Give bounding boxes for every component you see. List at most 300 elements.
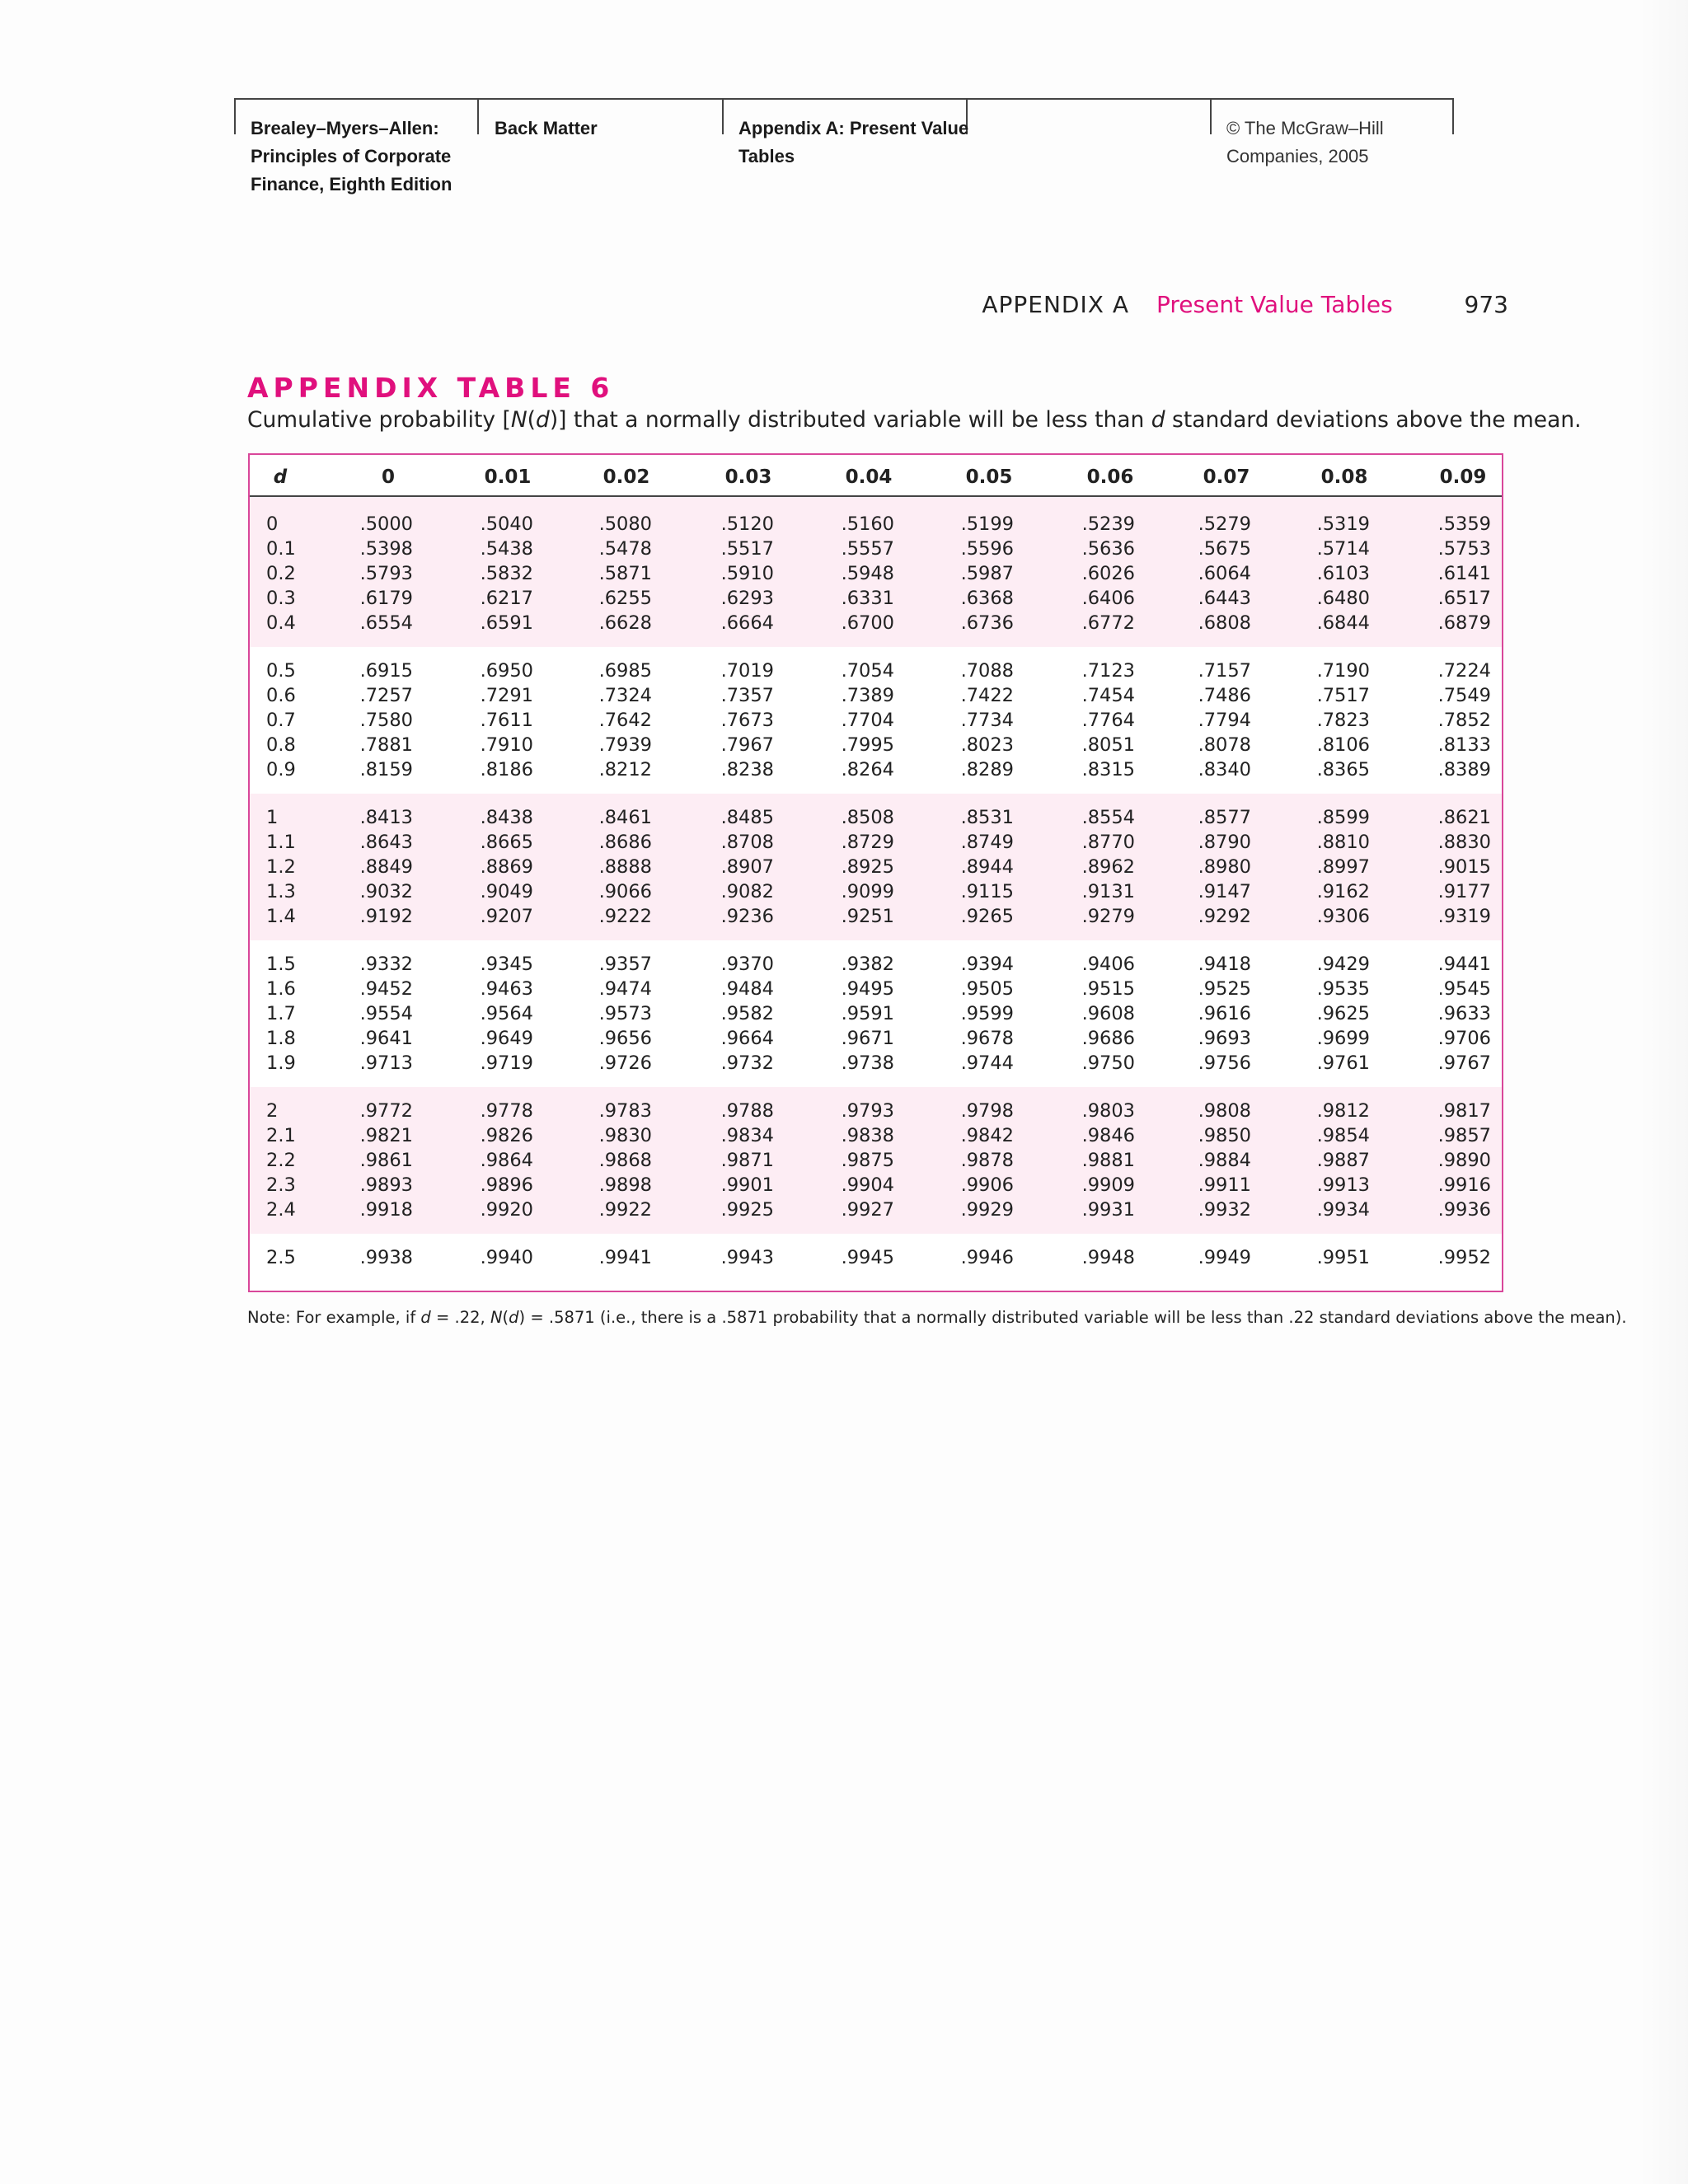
probability-cell: .9941 — [598, 1247, 652, 1268]
probability-cell: .7517 — [1316, 685, 1370, 706]
probability-cell: .9177 — [1437, 881, 1491, 902]
probability-cell: .9192 — [359, 906, 413, 927]
table-row-group — [250, 497, 1502, 647]
probability-cell: .9756 — [1198, 1052, 1251, 1074]
row-d-value: 1.1 — [266, 832, 296, 853]
probability-cell: .9898 — [598, 1174, 652, 1196]
table-row — [250, 1123, 1502, 1148]
header-divider — [234, 100, 236, 134]
probability-cell: .9952 — [1437, 1247, 1491, 1268]
probability-cell: .5832 — [480, 563, 533, 584]
probability-cell: .7967 — [720, 734, 774, 756]
column-header: 0 — [381, 466, 395, 488]
probability-cell: .8340 — [1198, 759, 1251, 780]
column-header: 0.03 — [724, 466, 772, 488]
table-title: APPENDIX TABLE 6 — [247, 372, 615, 404]
probability-cell: .6554 — [359, 612, 413, 634]
appendix-label: APPENDIX A — [982, 291, 1129, 318]
probability-cell: .6915 — [359, 660, 413, 682]
probability-cell: .9474 — [598, 978, 652, 1000]
probability-cell: .9319 — [1437, 906, 1491, 927]
probability-cell: .9783 — [598, 1100, 652, 1122]
probability-cell: .7642 — [598, 710, 652, 731]
probability-cell: .9406 — [1081, 954, 1135, 975]
probability-cell: .9793 — [841, 1100, 894, 1122]
table-row — [250, 611, 1502, 635]
probability-cell: .9147 — [1198, 881, 1251, 902]
probability-cell: .9864 — [480, 1150, 533, 1171]
probability-cell: .9664 — [720, 1028, 774, 1049]
probability-cell: .9842 — [960, 1125, 1014, 1146]
probability-cell: .8944 — [960, 856, 1014, 878]
probability-cell: .9649 — [480, 1028, 533, 1049]
probability-cell: .8264 — [841, 759, 894, 780]
probability-cell: .9940 — [480, 1247, 533, 1268]
probability-cell: .6879 — [1437, 612, 1491, 634]
probability-cell: .9838 — [841, 1125, 894, 1146]
probability-cell: .9713 — [359, 1052, 413, 1074]
probability-cell: .9938 — [359, 1247, 413, 1268]
table-row — [250, 879, 1502, 904]
header-line: Finance, Eighth Edition — [251, 174, 452, 194]
probability-cell: .5714 — [1316, 538, 1370, 560]
probability-cell: .6103 — [1316, 563, 1370, 584]
probability-cell: .9812 — [1316, 1100, 1370, 1122]
header-copyright — [1226, 115, 1384, 171]
table-row — [250, 830, 1502, 855]
row-d-value: 0.7 — [266, 710, 296, 731]
row-d-value: 1.7 — [266, 1003, 296, 1024]
row-d-value: 2.1 — [266, 1125, 296, 1146]
probability-cell: .7324 — [598, 685, 652, 706]
header-divider — [477, 100, 479, 134]
probability-cell: .9949 — [1198, 1247, 1251, 1268]
header-divider — [722, 100, 724, 134]
probability-cell: .9767 — [1437, 1052, 1491, 1074]
table-row — [250, 537, 1502, 561]
table-row — [250, 977, 1502, 1001]
probability-cell: .6368 — [960, 588, 1014, 609]
probability-cell: .9495 — [841, 978, 894, 1000]
probability-cell: .7673 — [720, 710, 774, 731]
probability-cell: .5199 — [960, 513, 1014, 535]
probability-cell: .9251 — [841, 906, 894, 927]
probability-cell: .8289 — [960, 759, 1014, 780]
probability-cell: .9951 — [1316, 1247, 1370, 1268]
row-d-value: 1.6 — [266, 978, 296, 1000]
probability-cell: .9934 — [1316, 1199, 1370, 1221]
probability-cell: .8810 — [1316, 832, 1370, 853]
probability-cell: .5910 — [720, 563, 774, 584]
probability-cell: .9909 — [1081, 1174, 1135, 1196]
probability-cell: .8212 — [598, 759, 652, 780]
probability-cell: .9082 — [720, 881, 774, 902]
probability-cell: .9946 — [960, 1247, 1014, 1268]
probability-cell: .8413 — [359, 807, 413, 828]
column-header: 0.01 — [484, 466, 532, 488]
table-row — [250, 1197, 1502, 1222]
probability-cell: .8907 — [720, 856, 774, 878]
probability-cell: .5478 — [598, 538, 652, 560]
table-row-group — [250, 940, 1502, 1087]
probability-cell: .9236 — [720, 906, 774, 927]
probability-cell: .9719 — [480, 1052, 533, 1074]
probability-cell: .9554 — [359, 1003, 413, 1024]
probability-cell: .9945 — [841, 1247, 894, 1268]
page-header — [234, 98, 1454, 194]
probability-table — [248, 453, 1503, 1292]
probability-cell: .9788 — [720, 1100, 774, 1122]
probability-cell: .6217 — [480, 588, 533, 609]
probability-cell: .6808 — [1198, 612, 1251, 634]
row-d-value: 2.2 — [266, 1150, 296, 1171]
caption-text: Cumulative probability [ — [247, 407, 511, 433]
probability-cell: .5948 — [841, 563, 894, 584]
probability-cell: .9306 — [1316, 906, 1370, 927]
probability-cell: .8643 — [359, 832, 413, 853]
probability-cell: .9761 — [1316, 1052, 1370, 1074]
probability-cell: .9678 — [960, 1028, 1014, 1049]
column-header-d: d — [273, 466, 288, 488]
probability-cell: .9826 — [480, 1125, 533, 1146]
probability-cell: .8686 — [598, 832, 652, 853]
table-note — [247, 1308, 1627, 1327]
probability-cell: .9656 — [598, 1028, 652, 1049]
probability-cell: .9066 — [598, 881, 652, 902]
probability-cell: .9382 — [841, 954, 894, 975]
probability-cell: .9292 — [1198, 906, 1251, 927]
probability-cell: .9394 — [960, 954, 1014, 975]
probability-cell: .7190 — [1316, 660, 1370, 682]
probability-cell: .6628 — [598, 612, 652, 634]
table-row — [250, 658, 1502, 683]
column-header: 0.07 — [1203, 466, 1250, 488]
probability-cell: .7486 — [1198, 685, 1251, 706]
probability-cell: .9686 — [1081, 1028, 1135, 1049]
row-d-value: 1.8 — [266, 1028, 296, 1049]
probability-cell: .6736 — [960, 612, 1014, 634]
probability-cell: .9726 — [598, 1052, 652, 1074]
column-header: 0.05 — [965, 466, 1013, 488]
row-d-value: 0 — [266, 513, 279, 535]
probability-cell: .5080 — [598, 513, 652, 535]
probability-cell: .5557 — [841, 538, 894, 560]
table-row — [250, 757, 1502, 782]
note-text: ) = .5871 (i.e., there is a .5871 probability that a normally distributed variable will be less than .22 standard deviations above the mean). — [518, 1308, 1627, 1327]
header-line: Appendix A: Present Value — [738, 118, 969, 138]
probability-cell: .9115 — [960, 881, 1014, 902]
probability-cell: .7794 — [1198, 710, 1251, 731]
probability-cell: .9441 — [1437, 954, 1491, 975]
probability-cell: .9732 — [720, 1052, 774, 1074]
probability-cell: .9599 — [960, 1003, 1014, 1024]
probability-cell: .5279 — [1198, 513, 1251, 535]
probability-cell: .5753 — [1437, 538, 1491, 560]
probability-cell: .9207 — [480, 906, 533, 927]
probability-cell: .8485 — [720, 807, 774, 828]
note-n: N — [490, 1308, 503, 1327]
probability-cell: .9370 — [720, 954, 774, 975]
probability-cell: .9535 — [1316, 978, 1370, 1000]
probability-cell: .5636 — [1081, 538, 1135, 560]
row-d-value: 1.2 — [266, 856, 296, 878]
probability-cell: .9463 — [480, 978, 533, 1000]
probability-cell: .9927 — [841, 1199, 894, 1221]
table-caption — [247, 407, 1582, 433]
probability-cell: .8962 — [1081, 856, 1135, 878]
probability-cell: .9525 — [1198, 978, 1251, 1000]
row-d-value: 0.6 — [266, 685, 296, 706]
header-line: Tables — [738, 146, 795, 166]
probability-cell: .9032 — [359, 881, 413, 902]
probability-cell: .5359 — [1437, 513, 1491, 535]
probability-cell: .9896 — [480, 1174, 533, 1196]
probability-cell: .9875 — [841, 1150, 894, 1171]
probability-cell: .5793 — [359, 563, 413, 584]
table-row — [250, 904, 1502, 929]
probability-cell: .7823 — [1316, 710, 1370, 731]
probability-cell: .9846 — [1081, 1125, 1135, 1146]
probability-cell: .9505 — [960, 978, 1014, 1000]
probability-cell: .9772 — [359, 1100, 413, 1122]
table-row — [250, 1173, 1502, 1197]
probability-cell: .9913 — [1316, 1174, 1370, 1196]
probability-cell: .6950 — [480, 660, 533, 682]
probability-cell: .9861 — [359, 1150, 413, 1171]
column-header: 0.06 — [1086, 466, 1134, 488]
probability-cell: .8051 — [1081, 734, 1135, 756]
caption-text: )] that a normally distributed variable will be less than — [549, 407, 1151, 433]
probability-cell: .6591 — [480, 612, 533, 634]
probability-cell: .7389 — [841, 685, 894, 706]
probability-cell: .9931 — [1081, 1199, 1135, 1221]
probability-cell: .7088 — [960, 660, 1014, 682]
column-header: 0.04 — [845, 466, 893, 488]
probability-cell: .7549 — [1437, 685, 1491, 706]
row-d-value: 0.5 — [266, 660, 296, 682]
row-d-value: 2 — [266, 1100, 279, 1122]
probability-cell: .8365 — [1316, 759, 1370, 780]
row-d-value: 0.8 — [266, 734, 296, 756]
row-d-value: 0.4 — [266, 612, 296, 634]
table-row — [250, 1051, 1502, 1076]
header-line: Principles of Corporate — [251, 146, 452, 166]
note-text: Note: For example, if — [247, 1308, 421, 1327]
probability-cell: .9744 — [960, 1052, 1014, 1074]
probability-cell: .9099 — [841, 881, 894, 902]
probability-cell: .8749 — [960, 832, 1014, 853]
probability-cell: .9906 — [960, 1174, 1014, 1196]
probability-cell: .7454 — [1081, 685, 1135, 706]
probability-cell: .9616 — [1198, 1003, 1251, 1024]
header-divider — [1452, 100, 1454, 134]
probability-cell: .5596 — [960, 538, 1014, 560]
probability-cell: .9015 — [1437, 856, 1491, 878]
probability-cell: .7422 — [960, 685, 1014, 706]
probability-cell: .9868 — [598, 1150, 652, 1171]
table-row-group — [250, 647, 1502, 794]
probability-cell: .7734 — [960, 710, 1014, 731]
probability-cell: .9582 — [720, 1003, 774, 1024]
probability-cell: .5675 — [1198, 538, 1251, 560]
probability-cell: .8621 — [1437, 807, 1491, 828]
probability-cell: .5040 — [480, 513, 533, 535]
probability-cell: .5160 — [841, 513, 894, 535]
probability-cell: .9706 — [1437, 1028, 1491, 1049]
probability-cell: .8925 — [841, 856, 894, 878]
note-d: d — [420, 1308, 431, 1327]
probability-cell: .9573 — [598, 1003, 652, 1024]
header-line: Back Matter — [495, 118, 598, 138]
probability-cell: .8980 — [1198, 856, 1251, 878]
probability-cell: .9545 — [1437, 978, 1491, 1000]
probability-cell: .6141 — [1437, 563, 1491, 584]
probability-cell: .9878 — [960, 1150, 1014, 1171]
page-number: 973 — [1464, 291, 1508, 318]
probability-cell: .9803 — [1081, 1100, 1135, 1122]
probability-cell: .7224 — [1437, 660, 1491, 682]
probability-cell: .9671 — [841, 1028, 894, 1049]
probability-cell: .9887 — [1316, 1150, 1370, 1171]
probability-cell: .9916 — [1437, 1174, 1491, 1196]
probability-cell: .7291 — [480, 685, 533, 706]
header-divider — [1210, 100, 1212, 134]
probability-cell: .9778 — [480, 1100, 533, 1122]
row-d-value: 0.9 — [266, 759, 296, 780]
row-d-value: 2.4 — [266, 1199, 296, 1221]
probability-cell: .8869 — [480, 856, 533, 878]
probability-cell: .6772 — [1081, 612, 1135, 634]
table-row — [250, 1148, 1502, 1173]
row-d-value: 1.9 — [266, 1052, 296, 1074]
probability-cell: .6443 — [1198, 588, 1251, 609]
table-row-group — [250, 794, 1502, 940]
probability-cell: .9904 — [841, 1174, 894, 1196]
probability-cell: .7881 — [359, 734, 413, 756]
probability-cell: .9901 — [720, 1174, 774, 1196]
header-line: Companies, 2005 — [1226, 146, 1369, 166]
probability-cell: .9693 — [1198, 1028, 1251, 1049]
probability-cell: .7157 — [1198, 660, 1251, 682]
probability-cell: .9279 — [1081, 906, 1135, 927]
probability-cell: .9750 — [1081, 1052, 1135, 1074]
probability-cell: .6844 — [1316, 612, 1370, 634]
probability-cell: .9918 — [359, 1199, 413, 1221]
section-title: Present Value Tables — [1156, 291, 1393, 318]
probability-cell: .6480 — [1316, 588, 1370, 609]
table-row — [250, 512, 1502, 537]
header-line: © The McGraw–Hill — [1226, 118, 1384, 138]
probability-cell: .9265 — [960, 906, 1014, 927]
probability-cell: .9357 — [598, 954, 652, 975]
probability-cell: .9633 — [1437, 1003, 1491, 1024]
probability-cell: .7995 — [841, 734, 894, 756]
probability-cell: .8599 — [1316, 807, 1370, 828]
probability-cell: .7939 — [598, 734, 652, 756]
probability-cell: .7910 — [480, 734, 533, 756]
probability-cell: .9738 — [841, 1052, 894, 1074]
caption-d: d — [536, 407, 550, 433]
probability-cell: .6293 — [720, 588, 774, 609]
table-row — [250, 683, 1502, 708]
probability-cell: .9871 — [720, 1150, 774, 1171]
table-row — [250, 733, 1502, 757]
probability-cell: .8708 — [720, 832, 774, 853]
probability-cell: .5987 — [960, 563, 1014, 584]
header-chapter — [738, 115, 968, 171]
probability-cell: .9881 — [1081, 1150, 1135, 1171]
probability-cell: .9893 — [359, 1174, 413, 1196]
probability-cell: .8159 — [359, 759, 413, 780]
probability-cell: .5000 — [359, 513, 413, 535]
row-d-value: 1 — [266, 807, 279, 828]
note-text: = .22, — [430, 1308, 490, 1327]
probability-cell: .9911 — [1198, 1174, 1251, 1196]
probability-cell: .7054 — [841, 660, 894, 682]
table-row — [250, 1245, 1502, 1270]
probability-cell: .8461 — [598, 807, 652, 828]
caption-text: standard deviations above the mean. — [1165, 407, 1582, 433]
probability-cell: .7123 — [1081, 660, 1135, 682]
probability-cell: .9222 — [598, 906, 652, 927]
probability-cell: .9854 — [1316, 1125, 1370, 1146]
probability-cell: .7852 — [1437, 710, 1491, 731]
probability-cell: .9332 — [359, 954, 413, 975]
probability-cell: .8078 — [1198, 734, 1251, 756]
probability-cell: .8023 — [960, 734, 1014, 756]
probability-cell: .8849 — [359, 856, 413, 878]
row-d-value: 1.3 — [266, 881, 296, 902]
probability-cell: .8315 — [1081, 759, 1135, 780]
probability-cell: .8770 — [1081, 832, 1135, 853]
table-row — [250, 952, 1502, 977]
caption-n: N — [510, 407, 528, 433]
scan-shade — [1639, 0, 1688, 2184]
probability-cell: .9929 — [960, 1199, 1014, 1221]
probability-cell: .9890 — [1437, 1150, 1491, 1171]
probability-cell: .9452 — [359, 978, 413, 1000]
probability-cell: .5120 — [720, 513, 774, 535]
probability-cell: .9830 — [598, 1125, 652, 1146]
probability-cell: .9834 — [720, 1125, 774, 1146]
table-row — [250, 1099, 1502, 1123]
probability-cell: .7019 — [720, 660, 774, 682]
table-row — [250, 561, 1502, 586]
probability-cell: .8554 — [1081, 807, 1135, 828]
row-d-value: 1.4 — [266, 906, 296, 927]
probability-cell: .6700 — [841, 612, 894, 634]
probability-cell: .6517 — [1437, 588, 1491, 609]
table-row-group — [250, 1234, 1502, 1282]
probability-cell: .6179 — [359, 588, 413, 609]
probability-cell: .9515 — [1081, 978, 1135, 1000]
probability-cell: .9699 — [1316, 1028, 1370, 1049]
row-d-value: 1.5 — [266, 954, 296, 975]
probability-cell: .9484 — [720, 978, 774, 1000]
probability-cell: .7580 — [359, 710, 413, 731]
table-row — [250, 708, 1502, 733]
probability-cell: .8577 — [1198, 807, 1251, 828]
probability-cell: .5398 — [359, 538, 413, 560]
probability-cell: .9418 — [1198, 954, 1251, 975]
caption-text: ( — [527, 407, 536, 433]
probability-cell: .7704 — [841, 710, 894, 731]
probability-cell: .7611 — [480, 710, 533, 731]
probability-cell: .8133 — [1437, 734, 1491, 756]
probability-cell: .8186 — [480, 759, 533, 780]
probability-cell: .9429 — [1316, 954, 1370, 975]
table-row — [250, 586, 1502, 611]
